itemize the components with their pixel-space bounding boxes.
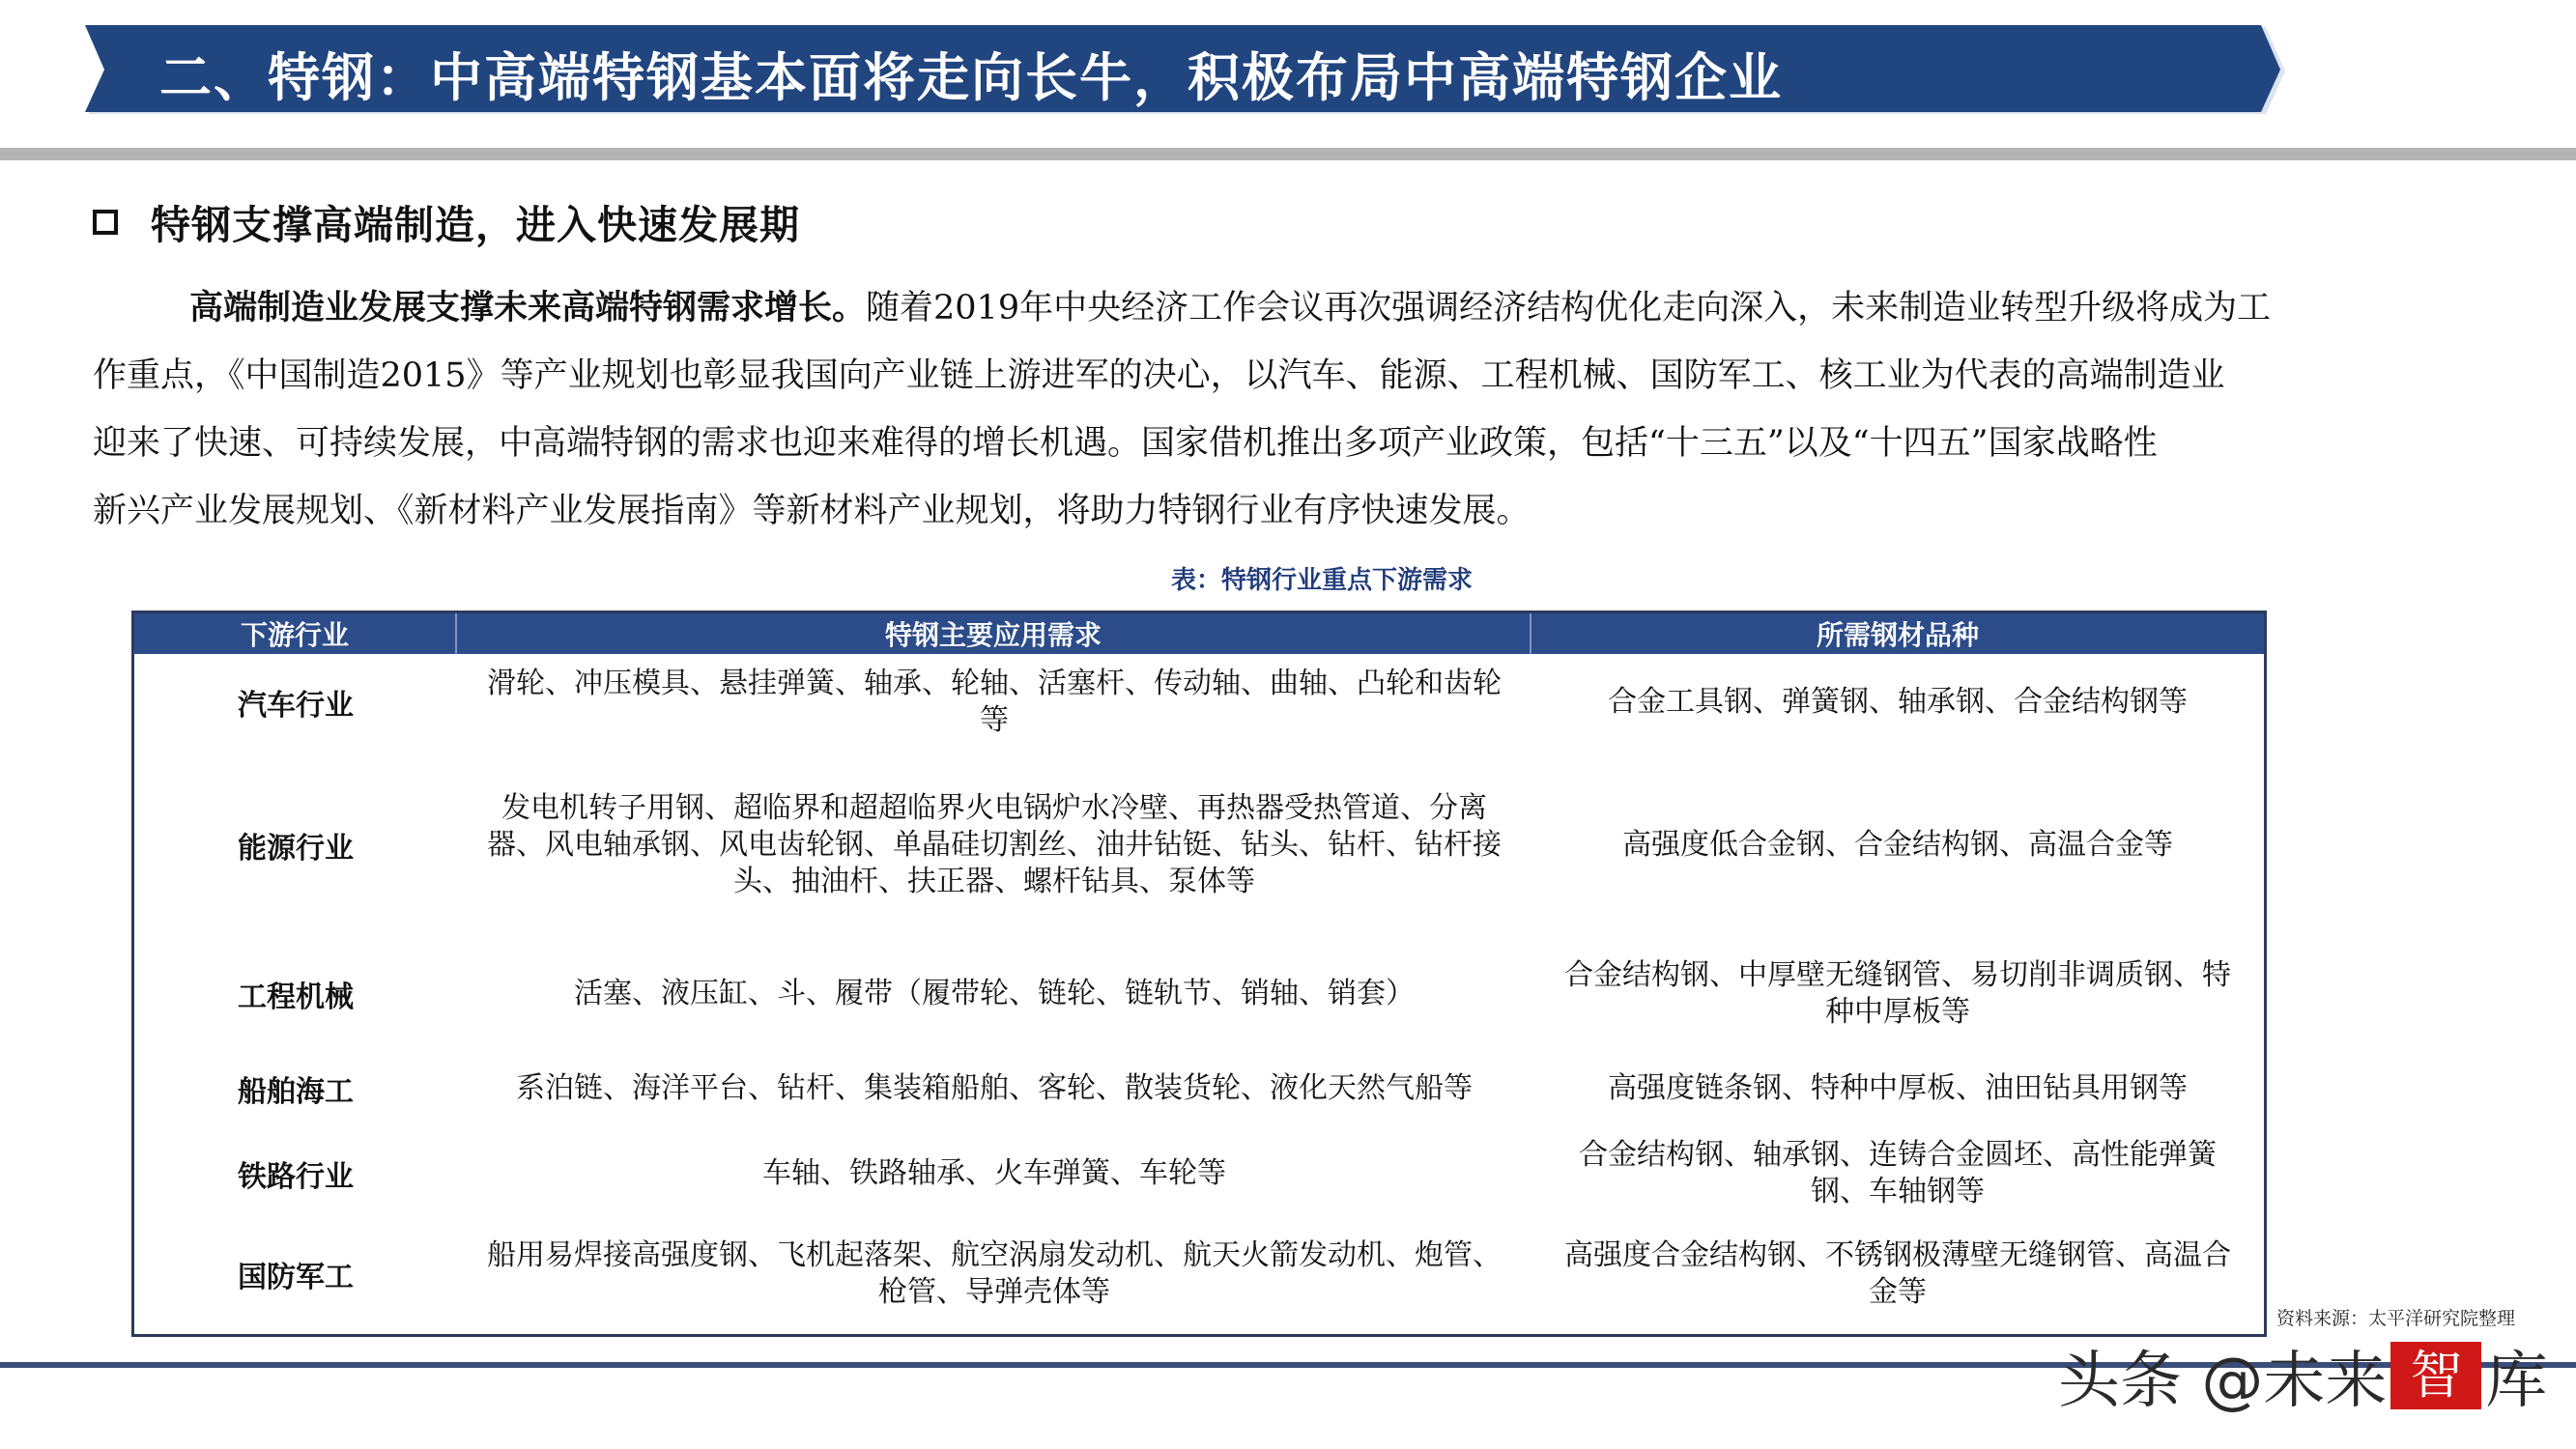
- cell-steel: 高强度链条钢、特种中厚板、油田钻具用钢等: [1608, 1071, 2188, 1105]
- header-divider: [0, 148, 2576, 160]
- cell-industry: 能源行业: [238, 832, 354, 866]
- title-banner: [0, 0, 2576, 135]
- cell-application: 滑轮、冲压模具、悬挂弹簧、轴承、轮轴、活塞杆、传动轴、曲轴、凸轮和齿轮等: [487, 667, 1502, 737]
- paragraph-line-1-text: 随着2019年中央经济工作会议再次强调经济结构优化走向深入，未来制造业转型升级将成为工: [866, 289, 2272, 327]
- paragraph-line-4: 新兴产业发展规划、《新材料产业发展指南》等新材料产业规划，将助力特钢行业有序快速发展。: [93, 492, 1531, 530]
- cell-industry: 工程机械: [238, 980, 354, 1014]
- cell-steel: 高强度合金结构钢、不锈钢极薄壁无缝钢管、高温合金等: [1564, 1238, 2231, 1309]
- table-row: [134, 751, 2264, 940]
- source-note: 资料来源：太平洋研究院整理: [2276, 1308, 2516, 1329]
- table-row: [134, 940, 2264, 1048]
- demand-table: [131, 611, 2267, 1337]
- header-application: 特钢主要应用需求: [457, 613, 1531, 654]
- cell-steel: 合金工具钢、弹簧钢、轴承钢、合金结构钢等: [1608, 685, 2188, 719]
- table-row: [134, 1048, 2264, 1129]
- cell-industry: 船舶海工: [238, 1075, 354, 1109]
- cell-industry: 汽车行业: [238, 689, 354, 723]
- cell-application: 车轴、铁路轴承、火车弹簧、车轮等: [762, 1156, 1226, 1190]
- checkbox-bullet-icon: [93, 210, 118, 235]
- section-heading: [93, 193, 800, 250]
- table-header-row: [134, 613, 2264, 654]
- header-steel: 所需钢材品种: [1816, 619, 1979, 651]
- cell-steel: 高强度低合金钢、合金结构钢、高温合金等: [1622, 828, 2173, 862]
- table-row: [134, 1218, 2264, 1330]
- watermark-stamp: 智: [2390, 1342, 2481, 1409]
- table-caption: 表：特钢行业重点下游需求: [1170, 566, 1473, 595]
- section-title: 特钢支撑高端制造，进入快速发展期: [151, 202, 800, 248]
- paragraph-line-2: 作重点，《中国制造2015》等产业规划也彰显我国向产业链上游进军的决心，以汽车、能源、工程机械、国防军工、核工业为代表的高端制造业: [93, 356, 2225, 395]
- table-row: [134, 654, 2264, 751]
- cell-steel: 合金结构钢、轴承钢、连铸合金圆坯、高性能弹簧钢、车轴钢等: [1579, 1138, 2217, 1208]
- cell-application: 活塞、液压缸、斗、履带（履带轮、链轮、链轨节、销轴、销套）: [574, 977, 1415, 1010]
- cell-steel: 合金结构钢、中厚壁无缝钢管、易切削非调质钢、特种中厚板等: [1564, 958, 2231, 1029]
- paragraph-lead: 高端制造业发展支撑未来高端特钢需求增长。: [189, 288, 867, 327]
- cell-industry: 铁路行业: [238, 1160, 354, 1194]
- cell-industry: 国防军工: [238, 1261, 354, 1294]
- table-row: [134, 1129, 2264, 1218]
- watermark-suffix: 库: [2485, 1346, 2548, 1417]
- cell-application: 船用易焊接高强度钢、飞机起落架、航空涡扇发动机、航天火箭发动机、炮管、枪管、导弹壳体等: [487, 1238, 1502, 1309]
- watermark-logo: [2058, 1331, 2547, 1420]
- header-industry: 下游行业: [134, 613, 457, 654]
- paragraph-line-3: 迎来了快速、可持续发展，中高端特钢的需求也迎来难得的增长机遇。国家借机推出多项产业政策，包括“十三五”以及“十四五”国家战略性: [93, 424, 2158, 463]
- cell-application: 发电机转子用钢、超临界和超超临界火电锅炉水冷壁、再热器受热管道、分离器、风电轴承钢、风电齿轮钢、单晶硅切割丝、油井钻铤、钻头、钻杆、钻杆接头、抽油杆、扶正器、螺杆钻具、泵体等: [487, 791, 1502, 898]
- body-paragraph: [93, 274, 2489, 545]
- cell-application: 系泊链、海洋平台、钻杆、集装箱船舶、客轮、散装货轮、液化天然气船等: [516, 1071, 1473, 1105]
- watermark-prefix: 头条 @未来: [2058, 1346, 2388, 1417]
- paragraph-line-1: [93, 274, 2489, 342]
- page-title: 二、特钢：中高端特钢基本面将走向长牛，积极布局中高端特钢企业: [159, 47, 1783, 108]
